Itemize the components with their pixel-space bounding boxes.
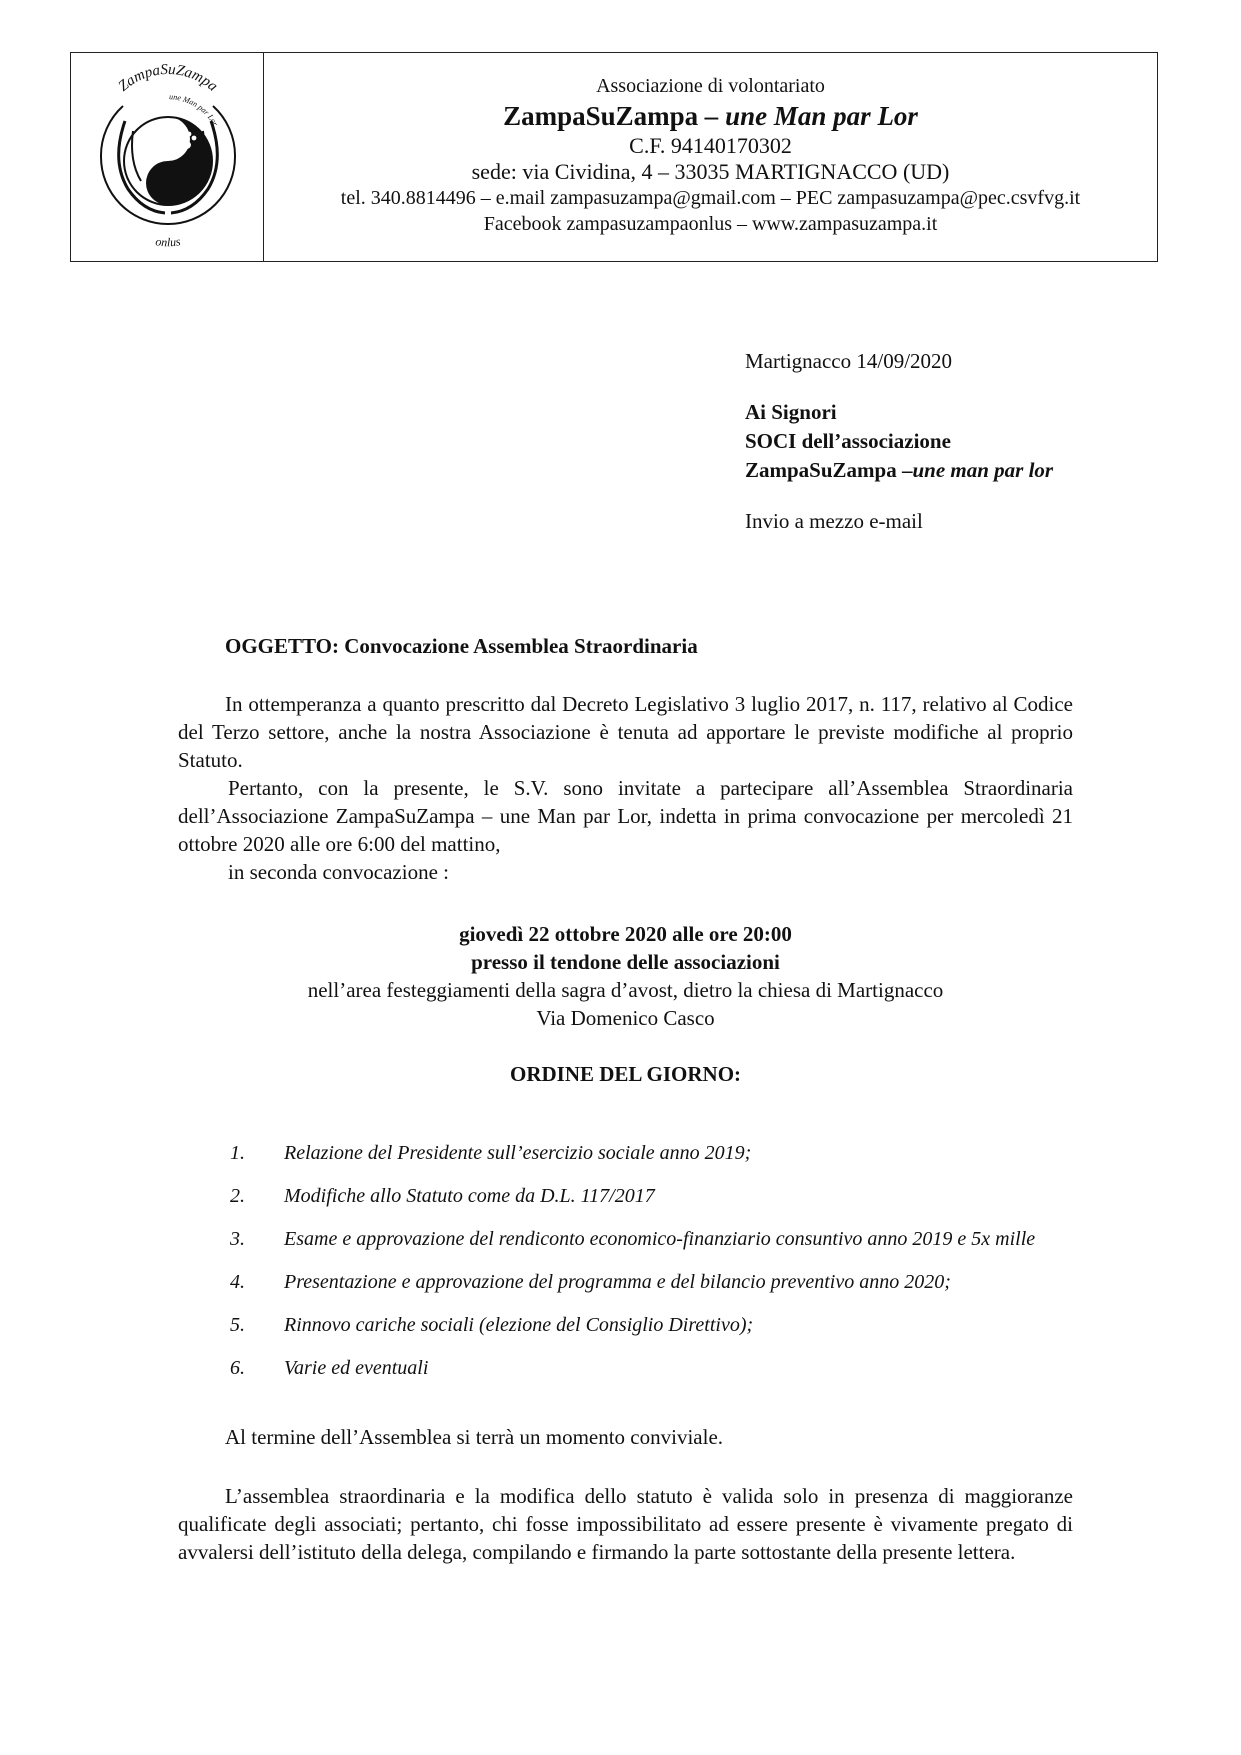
meeting-street: Via Domenico Casco	[536, 1006, 715, 1030]
svg-text:une Man par Lor: une Man par Lor	[168, 92, 220, 128]
recipient-line-1: Ai Signori	[745, 400, 837, 424]
association-type: Associazione di volontariato	[596, 75, 825, 97]
meeting-date: giovedì 22 ottobre 2020 alle ore 20:00	[459, 922, 792, 946]
svg-text:ZampaSuZampa: ZampaSuZampa	[115, 61, 221, 95]
association-logo	[83, 61, 253, 256]
list-item: 5. Rinnovo cariche sociali (elezione del Consiglio Direttivo);	[230, 1314, 754, 1336]
association-name: ZampaSuZampa – une Man par Lor	[503, 101, 918, 131]
list-item: 2. Modifiche allo Statuto come da D.L. 117/2017	[230, 1185, 655, 1207]
meeting-venue: presso il tendone delle associazioni	[471, 950, 780, 974]
logo-cell	[71, 53, 264, 261]
seat-address: sede: via Cividina, 4 – 33035 MARTIGNACCO (UD)	[471, 159, 950, 184]
tax-code: C.F. 94140170302	[629, 133, 792, 158]
letterhead-info	[264, 53, 1157, 261]
paragraph-invitation: Pertanto, con la presente, le S.V. sono invitate a partecipare all’Assemblea Straordinaria dell’Associazione ZampaSuZampa – une Man par Lor, indetta in prima convocazione per mercoledì 21 ottobre 2020 alle ore 6:00 del mattino, in seconda convocazione :	[178, 776, 1073, 884]
web-line: Facebook zampasuzampaonlus – www.zampasuzampa.it	[483, 213, 938, 235]
second-call-label: in seconda convocazione :	[228, 860, 449, 884]
letter-date: Martignacco 14/09/2020	[745, 349, 953, 373]
recipient-line-3: ZampaSuZampa –une man par lor	[745, 458, 1054, 482]
send-mode: Invio a mezzo e-mail	[745, 509, 923, 533]
list-item: 4. Presentazione e approvazione del programma e del bilancio preventivo anno 2020;	[230, 1271, 951, 1293]
subject-line: OGGETTO: Convocazione Assemblea Straordinaria	[225, 634, 698, 658]
recipient-line-2: SOCI dell’associazione	[745, 429, 951, 453]
meeting-area: nell’area festeggiamenti della sagra d’avost, dietro la chiesa di Martignacco	[307, 978, 944, 1002]
meeting-details	[178, 920, 1073, 1032]
list-item: 1. Relazione del Presidente sull’esercizio sociale anno 2019;	[230, 1142, 752, 1164]
list-item: 3. Esame e approvazione del rendiconto economico-finanziario consuntivo anno 2019 e 5x mille	[230, 1228, 1036, 1250]
recipient-block	[745, 347, 1053, 536]
letterhead	[70, 52, 1158, 262]
paragraph-delegation: L’assemblea straordinaria e la modifica dello statuto è valida solo in presenza di maggioranze qualificate degli associati; pertanto, chi fosse impossibilitato ad essere presente è vivamente pregato di avvalersi dell’istituto della delega, compilando e firmando la parte sottostante della presente lettera.	[178, 1484, 1073, 1564]
paragraph-conviviality: Al termine dell’Assemblea si terrà un momento conviviale.	[225, 1425, 724, 1449]
svg-text:onlus: onlus	[154, 234, 182, 250]
list-item: 6. Varie ed eventuali	[230, 1357, 429, 1379]
contacts-line: tel. 340.8814496 – e.mail zampasuzampa@gmail.com – PEC zampasuzampa@pec.csvfvg.it	[340, 187, 1081, 209]
agenda-title: ORDINE DEL GIORNO:	[509, 1062, 742, 1086]
paragraph-decree: In ottemperanza a quanto prescritto dal Decreto Legislativo 3 luglio 2017, n. 117, relativo al Codice del Terzo settore, anche la nostra Associazione è tenuta ad apportare le previste modifiche al proprio Statuto.	[178, 692, 1073, 772]
agenda-list	[230, 1142, 1035, 1400]
